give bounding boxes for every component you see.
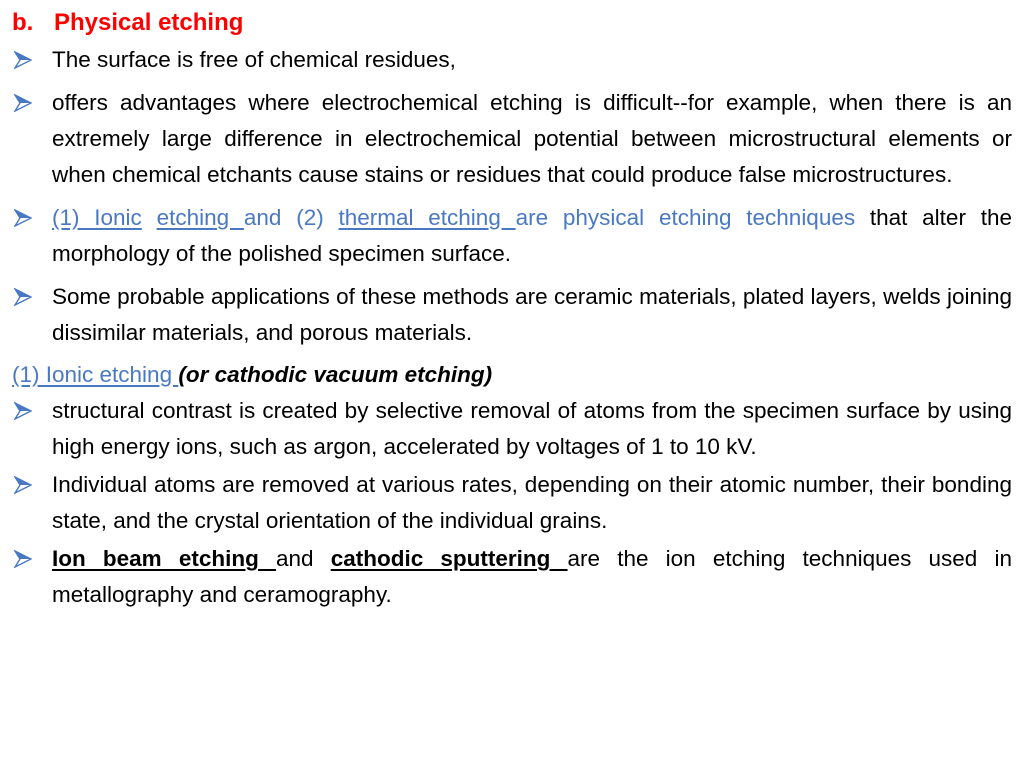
ionic-etching-subtitle: (or cathodic vacuum etching) — [178, 362, 493, 387]
arrow-bullet-icon — [14, 94, 32, 112]
bullet-text: Individual atoms are removed at various rates, depending on their atomic number, their bonding state, and the crystal orientation of the individual grains. — [52, 472, 1012, 533]
arrow-bullet-icon — [14, 51, 32, 69]
bullet-mid-text: and — [276, 546, 331, 571]
heading-title: Physical etching — [54, 9, 244, 36]
list-item — [12, 200, 1012, 272]
arrow-bullet-icon — [14, 209, 32, 227]
arrow-bullet-icon — [14, 402, 32, 420]
ionic-etching-link[interactable]: (1) Ionic etching — [12, 362, 179, 387]
bullet-text: The surface is free of chemical residues, — [52, 47, 456, 72]
thermal-etching-link[interactable]: thermal etching — [338, 205, 516, 230]
bullet-text: Some probable applications of these methods are ceramic materials, plated layers, welds joining dissimilar materials, and porous materials. — [52, 284, 1012, 345]
arrow-bullet-icon — [14, 550, 32, 568]
arrow-bullet-icon — [14, 476, 32, 494]
arrow-bullet-icon — [14, 288, 32, 306]
bullet-tail-text: that alter the morphology of the polished specimen surface. — [52, 205, 1012, 266]
list-item — [12, 541, 1012, 613]
list-item — [12, 467, 1012, 539]
etching-link[interactable]: etching — [156, 205, 244, 230]
list-item — [12, 393, 1012, 465]
list-item — [12, 279, 1012, 351]
cathodic-sputtering-term: cathodic sputtering — [330, 546, 568, 571]
bullet-blue-text: are physical etching techniques — [515, 205, 856, 230]
bullet-list-ionic-etching — [12, 393, 1012, 613]
bullet-text: offers advantages where electrochemical etching is difficult--for example, when there is an extremely large difference in electrochemical potential between microstructural elements or when chemical etchants cause stains or residues that could produce false microstructures. — [52, 90, 1012, 187]
heading-label: b. — [12, 9, 34, 36]
list-item — [12, 42, 1012, 78]
ionic-etching-heading — [12, 358, 1012, 392]
ion-beam-etching-term: Ion beam etching — [52, 546, 276, 571]
bullet-tail-text: are the ion etching techniques used in metallography and ceramography. — [52, 546, 1012, 607]
bullet-mid-text: and (2) — [243, 205, 339, 230]
ionic-link[interactable]: (1) Ionic — [52, 205, 142, 230]
bullet-list-physical-etching — [12, 42, 1012, 351]
bullet-text: structural contrast is created by selective removal of atoms from the specimen surface by using high energy ions, such as argon, accelerated by voltages of 1 to 10 kV. — [52, 398, 1012, 459]
list-item — [12, 85, 1012, 193]
section-heading — [12, 8, 1012, 38]
